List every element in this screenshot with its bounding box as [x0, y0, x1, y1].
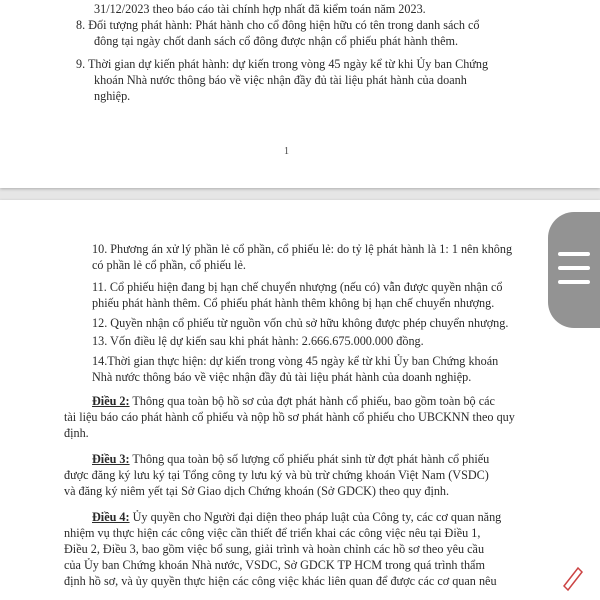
page1-line-2: 8. Đối tượng phát hành: Phát hành cho cổ đông hiện hữu có tên trong danh sách cổ	[76, 18, 480, 32]
dieu4-line-3: Điều 2, Điều 3, bao gồm việc bổ sung, giải trình và hoàn chỉnh các hồ sơ theo yêu cầu	[64, 542, 485, 556]
document-page-2	[0, 200, 600, 600]
dieu2-line-2: tài liệu báo cáo phát hành cổ phiếu và nộp hồ sơ phát hành cổ phiếu cho UBCKNN theo quy	[64, 410, 515, 424]
scroll-handle-bar	[558, 266, 590, 270]
item-10-line-2: có phần lẻ cổ phần, cổ phiếu lẻ.	[92, 258, 246, 272]
item-11-line-1: 11. Cổ phiếu hiện đang bị hạn chế chuyển nhượng (nếu có) vẫn được quyền nhận cổ	[92, 280, 503, 294]
page1-line-5: khoán Nhà nước thông báo về việc nhận đầy đủ tài liệu phát hành của doanh	[94, 73, 467, 87]
dieu4-line-4: của Ủy ban Chứng khoán Nhà nước, VSDC, Sở GDCK TP HCM trong quá trình thẩm	[64, 558, 485, 572]
dieu4-line-5: định hồ sơ, và ủy quyền thực hiện các công việc khác liên quan để được các cơ quan nêu	[64, 574, 497, 588]
dieu4-line-1: Điều 4: Ủy quyền cho Người đại diện theo pháp luật của Công ty, các cơ quan năng	[92, 510, 502, 524]
page1-line-3: đông tại ngày chốt danh sách cổ đông được nhận cổ phiếu phát hành thêm.	[94, 34, 459, 48]
page1-line-1: 31/12/2023 theo báo cáo tài chính hợp nhất đã kiểm toán năm 2023.	[94, 2, 426, 16]
dieu3-line-1: Điều 3: Thông qua toàn bộ số lượng cổ phiếu phát sinh từ đợt phát hành cổ phiếu	[92, 452, 490, 466]
scroll-handle-bar	[558, 252, 590, 256]
dieu3-label: Điều 3:	[92, 452, 130, 466]
page1-line-4: 9. Thời gian dự kiến phát hành: dự kiến trong vòng 45 ngày kể từ khi Ủy ban Chứng	[76, 57, 489, 71]
dieu4-label: Điều 4:	[92, 510, 130, 524]
dieu3-line-2: được đăng ký lưu ký tại Tổng công ty lưu ký và bù trừ chứng khoán Việt Nam (VSDC)	[64, 468, 489, 482]
item-14-line-1: 14.Thời gian thực hiện: dự kiến trong vòng 45 ngày kể từ khi Ủy ban Chứng khoán	[92, 354, 499, 368]
scroll-handle-bar	[558, 280, 590, 284]
page-number: 1	[284, 146, 289, 157]
item-10-line-1: 10. Phương án xử lý phần lẻ cổ phần, cổ phiếu lẻ: do tỷ lệ phát hành là 1: 1 nên không	[92, 242, 513, 256]
item-11-line-2: phiếu phát hành thêm. Cổ phiếu phát hành thêm không bị hạn chế chuyển nhượng.	[92, 296, 495, 310]
item-13: 13. Vốn điều lệ dự kiến sau khi phát hành: 2.666.675.000.000 đồng.	[92, 334, 424, 348]
dieu2-line-3: định.	[64, 426, 89, 440]
dieu4-line-2: nhiệm vụ thực hiện các công việc cần thiết để triển khai các công việc nêu tại Điều 1,	[64, 526, 481, 540]
document-page-1	[0, 0, 600, 188]
dieu2-line-1: Điều 2: Thông qua toàn bộ hồ sơ của đợt phát hành cổ phiếu, bao gồm toàn bộ các	[92, 394, 495, 408]
item-12: 12. Quyền nhận cổ phiếu từ nguồn vốn chủ sở hữu không được phép chuyển nhượng.	[92, 316, 509, 330]
page1-line-6: nghiệp.	[94, 89, 131, 103]
scroll-handle-icon[interactable]	[548, 212, 600, 328]
dieu2-label: Điều 2:	[92, 394, 130, 408]
pen-edit-icon[interactable]	[558, 562, 588, 592]
dieu3-line-3: và đăng ký niêm yết tại Sở Giao dịch Chứng khoán (Sở GDCK) theo quy định.	[64, 484, 450, 498]
item-14-line-2: Nhà nước thông báo về việc nhận đầy đủ tài liệu phát hành của doanh nghiệp.	[92, 370, 472, 384]
